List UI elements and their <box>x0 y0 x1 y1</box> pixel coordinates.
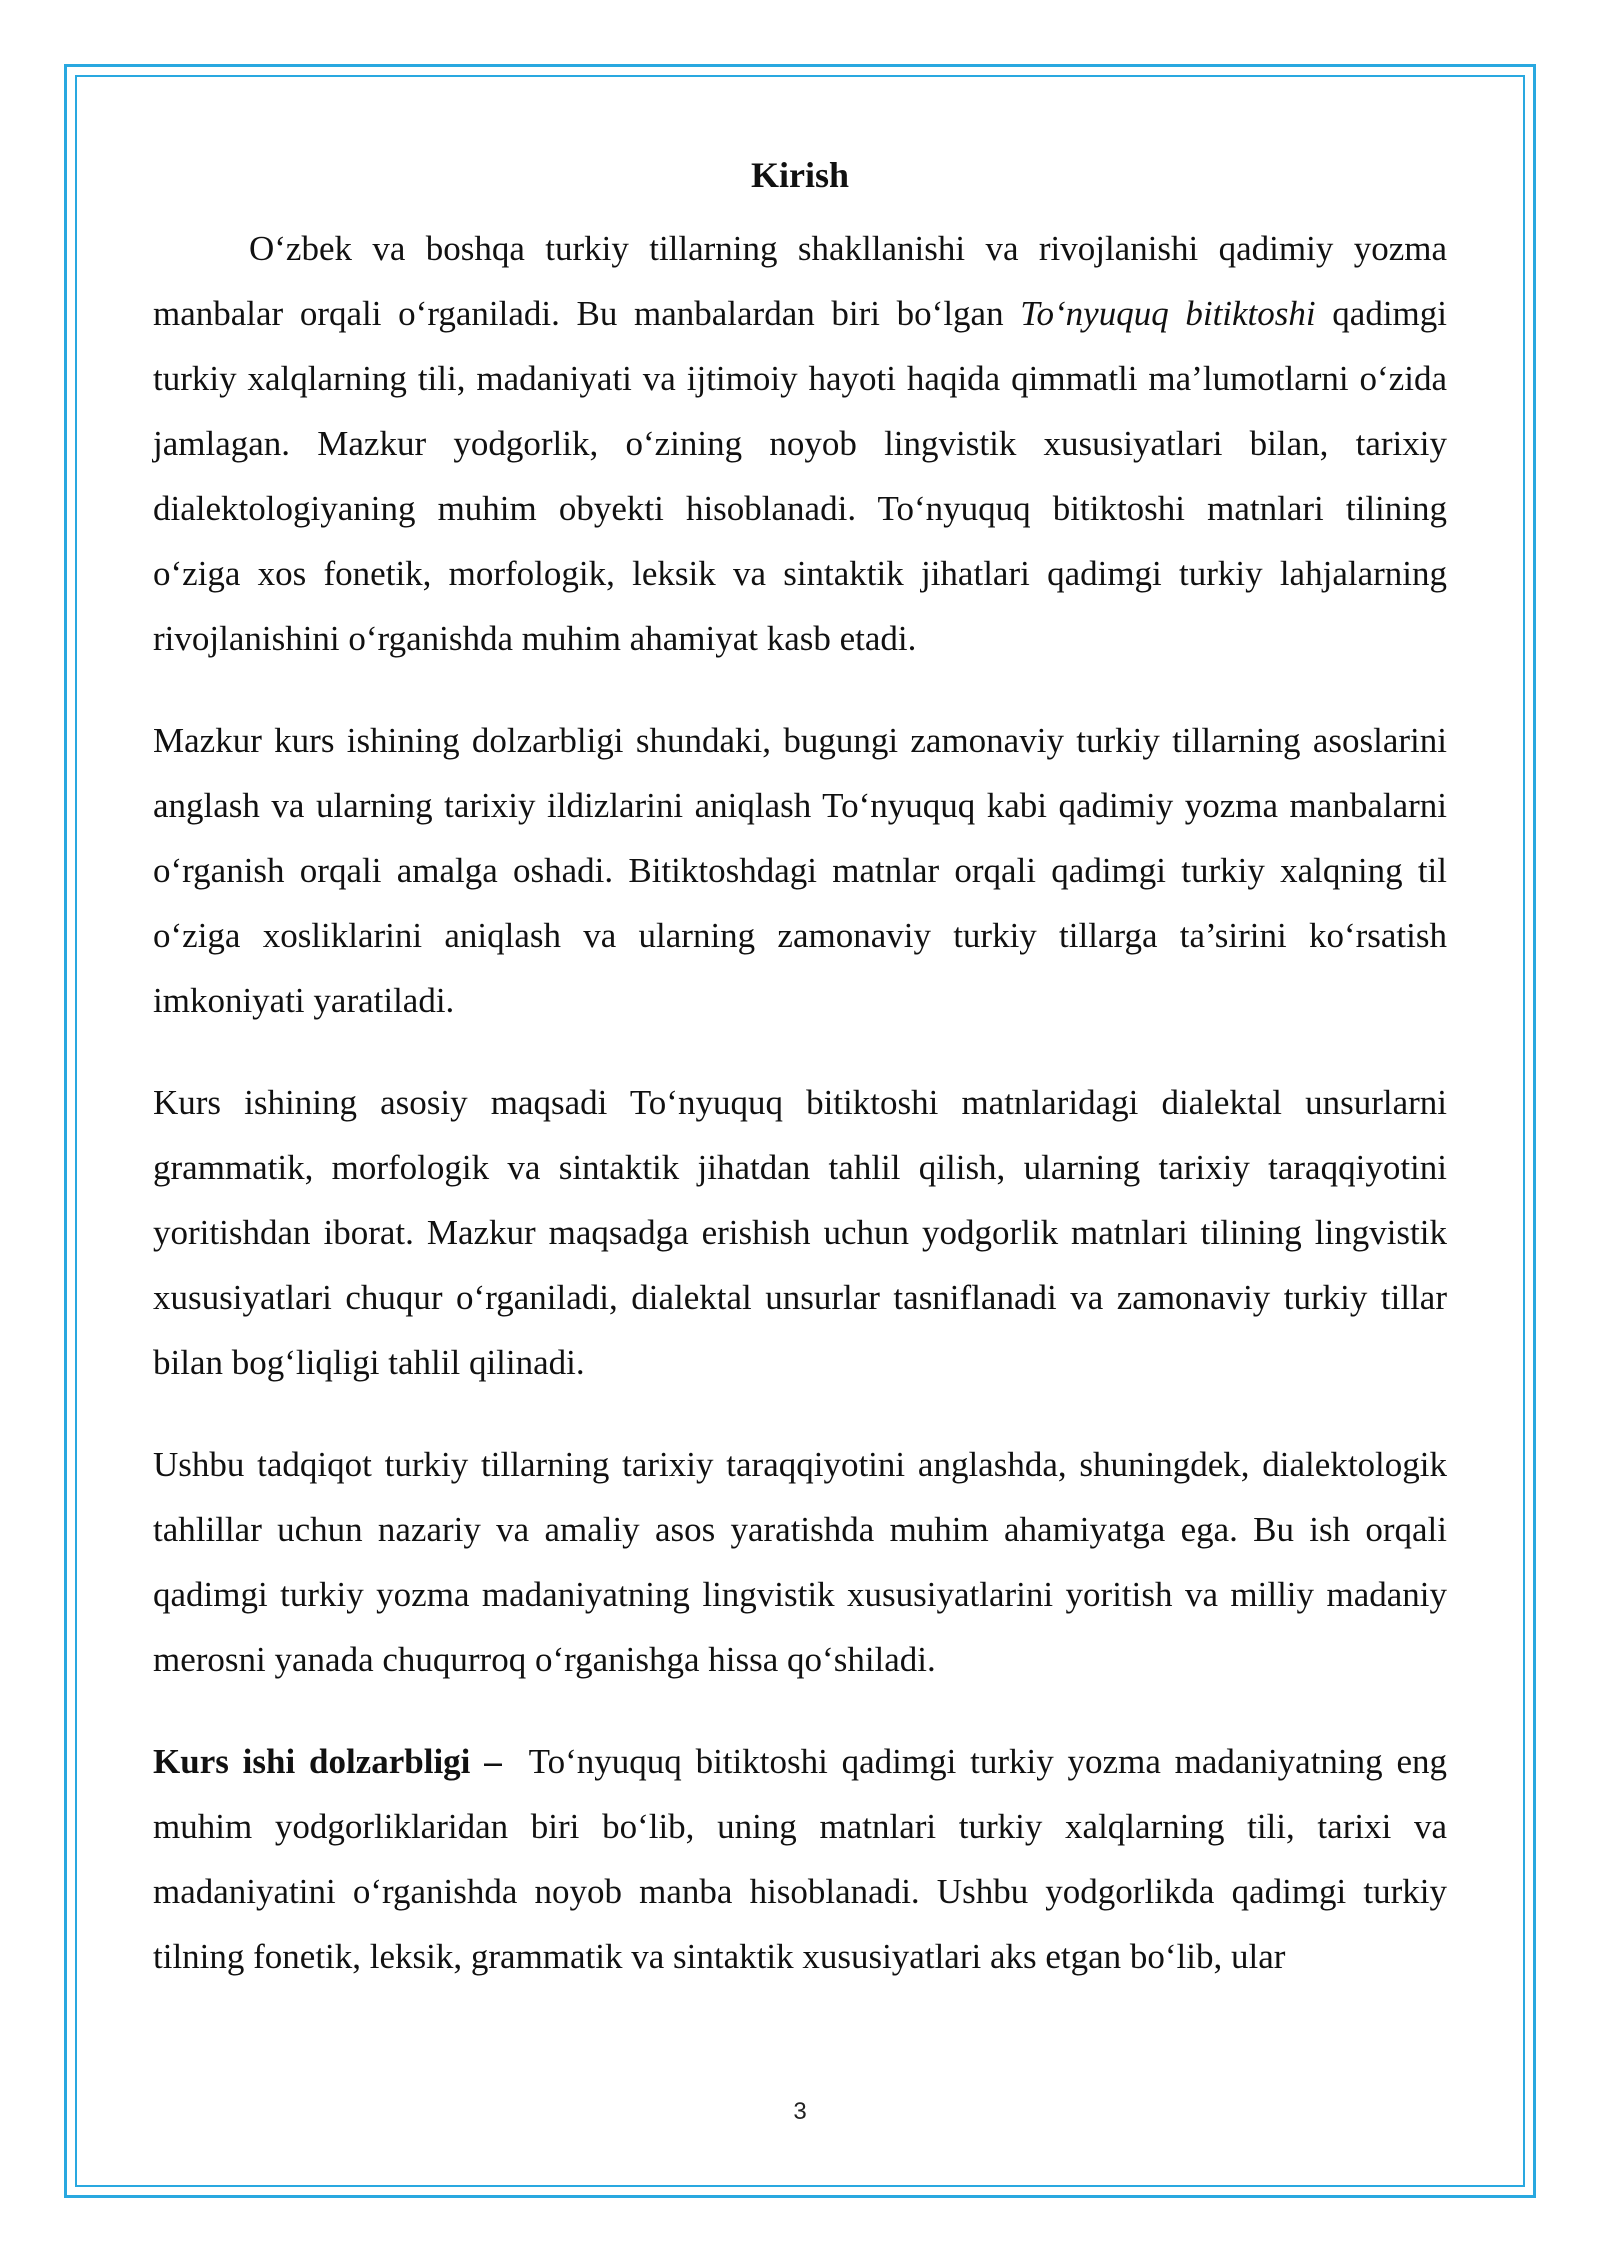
paragraph-intro-text-start: O‘zbek va boshqa turkiy tillarning shakllanishi va rivojlanishi qadimiy yozma manbalar orqali o‘rganiladi. Bu manbalardan biri bo‘lgan <box>153 229 1447 333</box>
monument-name-italic: To‘nyuquq bitiktoshi <box>1020 294 1316 333</box>
topicality-heading: Kurs ishi dolzarbligi – <box>153 1742 502 1781</box>
topicality-text: To‘nyuquq bitiktoshi qadimgi turkiy yozma madaniyatning eng muhim yodgorliklaridan biri bo‘lib, uning matnlari turkiy xalqlarning tili, tarixi va madaniyatini o‘rganishda noyob manba hisoblanadi. Ushbu yodgorlikda qadimgi turkiy tilning fonetik, leksik, grammatik va sintaktik xususiyatlari aks etgan bo‘lib, ular <box>153 1742 1456 1976</box>
paragraph-intro <box>153 216 1447 671</box>
paragraph-intro-text-end: qadimgi turkiy xalqlarning tili, madaniyati va ijtimoiy hayoti haqida qimmatli ma’lumotlarni o‘zida jamlagan. Mazkur yodgorlik, o‘zining noyob lingvistik xususiyatlari bilan, tarixiy dialektologiyaning muhim obyekti hisoblanadi. To‘nyuquq bitiktoshi matnlari tilining o‘ziga xos fonetik, morfologik, leksik va sintaktik jihatlari qadimgi turkiy lahjalarning rivojlanishini o‘rganishda muhim ahamiyat kasb etadi. <box>153 294 1448 658</box>
paragraph-topicality <box>153 1729 1456 1989</box>
paragraph-goal: Kurs ishining asosiy maqsadi To‘nyuquq bitiktoshi matnlaridagi dialektal unsurlarni grammatik, morfologik va sintaktik jihatdan tahlil qilish, ularning tarixiy taraqqiyotini yoritishdan iborat. Mazkur maqsadga erishish uchun yodgorlik matnlari tilining lingvistik xususiyatlari chuqur o‘rganiladi, dialektal unsurlar tasniflanadi va zamonaviy turkiy tillar bilan bog‘liqligi tahlil qilinadi. <box>153 1083 1447 1382</box>
page-content <box>153 146 1456 1989</box>
paragraph-relevance: Mazkur kurs ishining dolzarbligi shundaki, bugungi zamonaviy turkiy tillarning asoslarini anglash va ularning tarixiy ildizlarini aniqlash To‘nyuquq kabi qadimiy yozma manbalarni o‘rganish orqali amalga oshadi. Bitiktoshdagi matnlar orqali qadimgi turkiy xalqning til o‘ziga xosliklarini aniqlash va ularning zamonaviy turkiy tillarga ta’sirini ko‘rsatish imkoniyati yaratiladi. <box>153 721 1447 1020</box>
section-title: Kirish <box>750 155 849 195</box>
paragraph-significance: Ushbu tadqiqot turkiy tillarning tarixiy taraqqiyotini anglashda, shuningdek, dialektologik tahlillar uchun nazariy va amaliy asos yaratishda muhim ahamiyatga ega. Bu ish orqali qadimgi turkiy yozma madaniyatning lingvistik xususiyatlarini yoritish va milliy madaniy merosni yanada chuqurroq o‘rganishga hissa qo‘shiladi. <box>153 1445 1447 1679</box>
page-number: 3 <box>793 2098 807 2125</box>
